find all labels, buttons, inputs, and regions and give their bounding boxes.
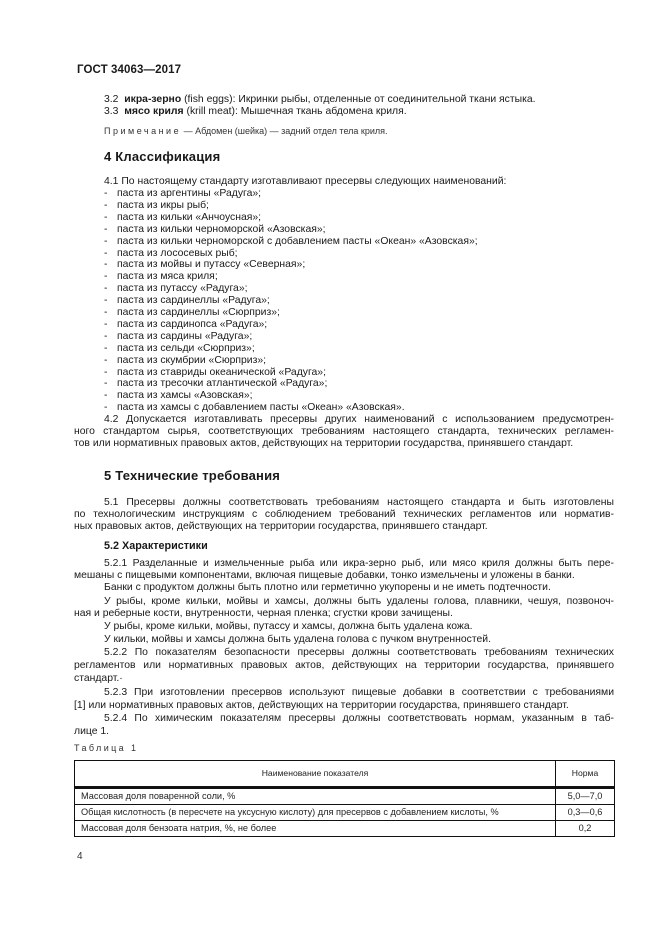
column-header-norm: Норма xyxy=(556,761,615,788)
dash-bullet-icon: - xyxy=(104,247,108,259)
cell-norm: 5,0—7,0 xyxy=(556,788,615,805)
list-item xyxy=(104,367,326,379)
list-item-text: паста из сардинеллы «Сюрприз»; xyxy=(117,307,280,318)
list-item xyxy=(104,331,252,343)
paragraph-5-2-1-line-2: мешаны с пищевыми компонентами, включая пищевые добавки, тонко измельчены и уложены в банки. xyxy=(74,570,575,581)
list-item-text: паста из сардинеллы «Радуга»; xyxy=(117,295,270,307)
list-item xyxy=(104,283,248,295)
section-5-title: 5 Технические требования xyxy=(104,468,281,483)
dash-bullet-icon: - xyxy=(104,271,108,283)
list-item-text: паста из кильки «Анчоусная»; xyxy=(117,211,262,223)
list-item-text: паста из мяса криля; xyxy=(117,271,218,283)
dash-bullet-icon: - xyxy=(104,318,108,330)
paragraph-kilki: У кильки, мойвы и хамсы должна быть удалена голова с пучком внутренностей. xyxy=(104,634,491,645)
list-item xyxy=(104,271,218,283)
column-header-indicator: Наименование показателя xyxy=(75,761,556,788)
list-item xyxy=(104,295,270,307)
cell-indicator: Массовая доля поваренной соли, % xyxy=(75,788,556,805)
table-caption: Таблица 1 xyxy=(74,743,139,753)
paragraph-5-1-line-1: 5.1 Пресервы должны соответствовать требованиям настоящего стандарта и быть изготовлены xyxy=(104,497,614,508)
paragraph-4-2-line-2: ного стандартом сырья, соответствующих требованиям настоящего стандарта, технических регламен- xyxy=(74,426,614,437)
cell-norm: 0,2 xyxy=(556,821,615,837)
dash-bullet-icon: - xyxy=(104,223,108,235)
term-definition: : Мышечная ткань абдомена криля. xyxy=(235,106,407,117)
dash-bullet-icon: - xyxy=(104,366,108,378)
list-item xyxy=(104,307,280,319)
list-item-text: паста из путассу «Радуга»; xyxy=(117,283,248,295)
paragraph-5-2-4-line-1: 5.2.4 По химическим показателям пресервы должны соответствовать нормам, указанным в таб- xyxy=(104,713,614,724)
list-item-text: паста из сардины «Радуга»; xyxy=(117,330,253,342)
paragraph-5-2-2-line-2: регламентов или нормативных правовых актов, действующих на территории государства, принявшего xyxy=(74,660,614,671)
dash-bullet-icon: - xyxy=(104,390,108,402)
dash-bullet-icon: - xyxy=(104,283,108,295)
dash-bullet-icon: - xyxy=(104,235,108,247)
table-row xyxy=(75,805,615,821)
paragraph-ryby-1-line-2: ная и реберные кости, внутренности, черная пленка; сгустки крови зачищены. xyxy=(74,608,453,619)
list-item-text: паста из кильки черноморской «Азовская»; xyxy=(117,223,326,235)
list-item xyxy=(104,248,238,260)
dash-bullet-icon: - xyxy=(104,330,108,342)
dash-bullet-icon: - xyxy=(104,211,108,223)
cell-norm: 0,3—0,6 xyxy=(556,805,615,821)
page-number: 4 xyxy=(77,851,83,862)
paragraph-5-2-3-line-1: 5.2.3 При изготовлении пресервов используют пищевые добавки в соответствии с требованиями xyxy=(104,687,614,698)
list-item xyxy=(104,212,261,224)
list-item xyxy=(104,390,253,402)
paragraph-ryby-1-line-1: У рыбы, кроме кильки, мойвы и хамсы, должны быть удалены голова, плавники, чешуя, позвоноч- xyxy=(104,596,614,607)
table-header-row xyxy=(75,761,615,788)
document-header: ГОСТ 34063—2017 xyxy=(77,64,182,76)
list-item-text: паста из икры рыб; xyxy=(117,199,209,211)
list-item xyxy=(104,259,305,271)
paragraph-4-2-line-1: 4.2 Допускается изготавливать пресервы других наименований с использованием предусмотрен- xyxy=(104,414,614,425)
term-number: 3.3 xyxy=(104,106,119,117)
list-item-text: паста из скумбрии «Сюрприз»; xyxy=(117,354,267,366)
list-item xyxy=(104,319,267,331)
paragraph-5-2-2-line-1: 5.2.2 По показателям безопасности пресервы должны соответствовать требованиям технических xyxy=(104,647,614,658)
list-item-text: паста из аргентины «Радуга»; xyxy=(117,188,262,199)
dash-bullet-icon: - xyxy=(104,378,108,390)
table-row xyxy=(75,788,615,805)
paragraph-4-2-line-3: тов или нормативных правовых актов, действующих на территории государства, принявшего стандарт. xyxy=(74,438,574,449)
dash-bullet-icon: - xyxy=(104,259,108,271)
list-item xyxy=(104,378,327,390)
paragraph-ryby-2: У рыбы, кроме кильки, мойвы, путассу и хамсы, должна быть удалена кожа. xyxy=(104,621,473,632)
paragraph-4-1: 4.1 По настоящему стандарту изготавливают пресервы следующих наименований: xyxy=(104,176,507,187)
term-english: (krill meat) xyxy=(186,106,235,117)
list-item xyxy=(104,343,255,355)
dash-bullet-icon: - xyxy=(104,188,108,199)
list-item-text: паста из сельди «Сюрприз»; xyxy=(117,342,255,354)
paragraph-5-1-line-2: по технологическим инструкциям с соблюдением требований технических регламентов или норматив- xyxy=(74,509,614,520)
term-number: 3.2 xyxy=(104,94,119,105)
cell-indicator: Массовая доля бензоата натрия, %, не более xyxy=(75,821,556,837)
list-item xyxy=(104,224,326,236)
note-label: Примечание xyxy=(104,126,182,136)
list-item-text: паста из лососевых рыб; xyxy=(117,247,238,259)
list-item-text: паста из мойвы и путассу «Северная»; xyxy=(117,259,306,271)
note xyxy=(104,125,388,137)
dash-bullet-icon: - xyxy=(104,199,108,211)
paragraph-5-2-3-line-2: [1] или нормативных правовых актов, действующих на территории государства, принявшего стандарт. xyxy=(74,700,569,711)
term-3-3 xyxy=(104,106,407,118)
paragraph-5-2-1-line-1: 5.2.1 Разделанные и измельченные рыба или икра-зерно рыб, или мясо криля должны быть пере- xyxy=(104,558,614,569)
subsection-5-2-title: 5.2 Характеристики xyxy=(104,540,208,552)
paragraph-5-1-line-3: ных правовых актов, действующих на территории государства, принявшего стандарт. xyxy=(74,521,488,532)
term-3-2 xyxy=(104,94,536,106)
list-item-text: паста из хамсы с добавлением пасты «Океан» «Азовская». xyxy=(117,402,405,414)
paragraph-5-2-2-line-3: стандарт.· xyxy=(74,673,123,684)
list-item xyxy=(104,188,261,200)
dash-bullet-icon: - xyxy=(104,342,108,354)
list-item xyxy=(104,236,478,248)
table-1 xyxy=(74,760,615,837)
list-item-text: паста из тресочки атлантической «Радуга»; xyxy=(117,378,328,390)
cell-indicator: Общая кислотность (в пересчете на уксусную кислоту) для пресервов с добавлением кислоты, % xyxy=(75,805,556,821)
list-item-text: паста из сардинопса «Радуга»; xyxy=(117,318,268,330)
term-name: икра-зерно xyxy=(124,94,182,105)
list-item-text: паста из ставриды океанической «Радуга»; xyxy=(117,366,326,378)
note-text: — Абдомен (шейка) — задний отдел тела криля. xyxy=(183,126,388,136)
dash-bullet-icon: - xyxy=(104,402,108,414)
list-item xyxy=(104,355,266,367)
list-item-text: паста из кильки черноморской с добавлением пасты «Океан» «Азовская»; xyxy=(117,235,478,247)
section-4-title: 4 Классификация xyxy=(104,149,221,164)
term-definition: : Икринки рыбы, отделенные от соединительной ткани ястыка. xyxy=(232,94,536,105)
table-row xyxy=(75,821,615,837)
list-item xyxy=(104,402,405,414)
paragraph-banki: Банки с продуктом должны быть плотно или герметично укупорены и не иметь подтечности. xyxy=(104,582,551,593)
dash-bullet-icon: - xyxy=(104,295,108,307)
term-english: (fish eggs) xyxy=(184,94,233,105)
list-item xyxy=(104,200,209,212)
dash-bullet-icon: - xyxy=(104,354,108,366)
list-item-text: паста из хамсы «Азовская»; xyxy=(117,390,253,402)
term-name: мясо криля xyxy=(124,106,184,117)
paragraph-5-2-4-line-2: лице 1. xyxy=(74,726,110,737)
dash-bullet-icon: - xyxy=(104,307,108,318)
